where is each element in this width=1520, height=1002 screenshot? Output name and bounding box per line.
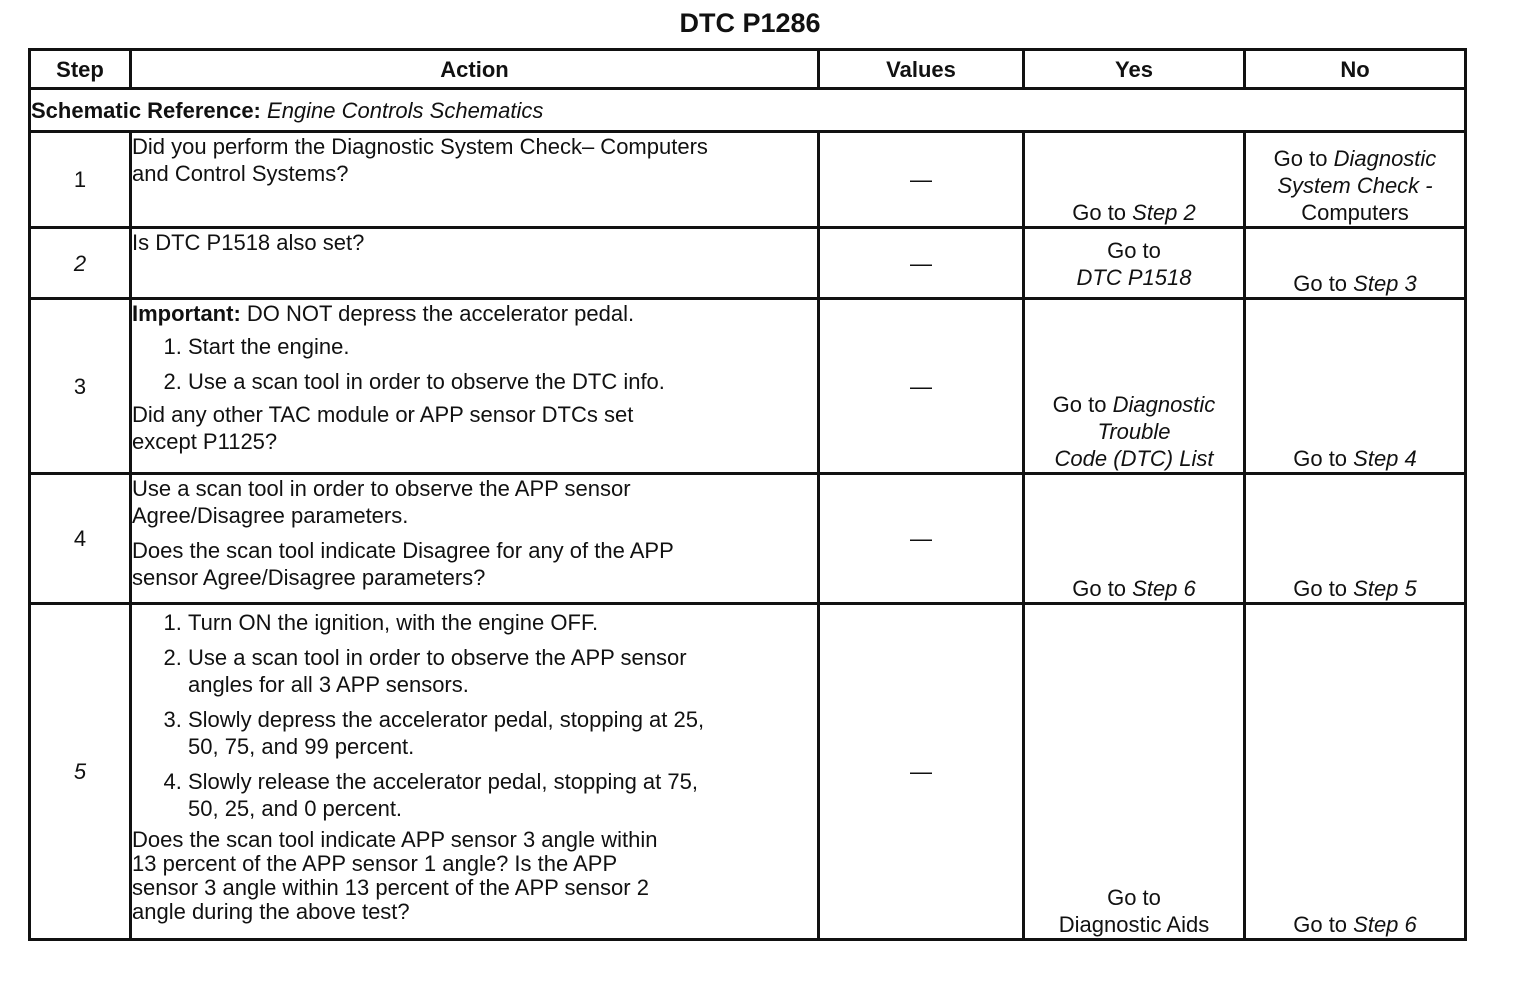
no-cell (1245, 604, 1466, 940)
no-goto-text: Go to (1293, 912, 1354, 937)
yes-goto-link: Step 2 (1132, 200, 1196, 225)
header-yes: Yes (1024, 50, 1245, 89)
action-cell (131, 132, 819, 228)
table-row-step-5 (30, 604, 1466, 940)
diagnostic-table (28, 48, 1467, 941)
yes-goto-text: Go to (1072, 576, 1133, 601)
action-step-text: 50, 75, and 99 percent. (188, 734, 415, 759)
step-number: 2 (30, 228, 131, 299)
yes-goto-link: Code (DTC) List (1054, 446, 1214, 471)
important-label: Important: (132, 301, 241, 326)
no-cell (1245, 299, 1466, 474)
action-step-item (188, 706, 817, 760)
header-action: Action (131, 50, 819, 89)
action-question: Is DTC P1518 also set? (132, 230, 365, 255)
yes-goto-text: Go to (1107, 238, 1161, 263)
table-row-step-1 (30, 132, 1466, 228)
action-steps-list (132, 333, 817, 395)
action-cell (131, 299, 819, 474)
action-question: sensor 3 angle within 13 percent of the APP sensor 2 (132, 875, 649, 900)
action-cell (131, 604, 819, 940)
action-step-text: 3. Slowly depress the accelerator pedal, stopping at 25, (188, 707, 705, 732)
yes-goto-text: Go to (1052, 392, 1113, 417)
action-step-item (188, 644, 817, 698)
action-step-text: 50, 25, and 0 percent. (188, 796, 403, 821)
no-cell (1245, 474, 1466, 604)
values-cell: — (819, 474, 1024, 604)
header-no: No (1245, 50, 1466, 89)
values-cell: — (819, 604, 1024, 940)
values-cell: — (819, 228, 1024, 299)
yes-cell (1024, 604, 1245, 940)
action-cell (131, 474, 819, 604)
yes-goto-text: Go to (1072, 200, 1133, 225)
step-number: 1 (30, 132, 131, 228)
no-cell (1245, 228, 1466, 299)
no-goto-link: Step 4 (1353, 446, 1417, 471)
action-question: Did any other TAC module or APP sensor DTCs set (132, 402, 634, 427)
no-goto-link: Computers (1301, 200, 1409, 225)
step-number: 5 (30, 604, 131, 940)
yes-goto-link: Diagnostic Aids (1058, 912, 1210, 937)
yes-cell (1024, 474, 1245, 604)
yes-cell (1024, 228, 1245, 299)
action-step-item (188, 609, 817, 636)
values-cell: — (819, 132, 1024, 228)
no-goto-link: Step 6 (1353, 912, 1417, 937)
action-steps-list (132, 609, 817, 822)
yes-goto-link: Step 6 (1132, 576, 1196, 601)
action-question: 13 percent of the APP sensor 1 angle? Is the APP (132, 851, 618, 876)
schematic-reference-label: Schematic Reference: (31, 97, 261, 123)
action-question: Does the scan tool indicate Disagree for any of the APP (132, 538, 674, 563)
schematic-reference (30, 89, 1466, 132)
action-step-item: 2. Use a scan tool in order to observe the DTC info. (188, 368, 817, 395)
no-goto-text: Go to (1293, 446, 1354, 471)
no-goto-link: Step 3 (1353, 271, 1417, 296)
no-goto-text: Go to (1293, 576, 1354, 601)
header-values: Values (819, 50, 1024, 89)
action-step-item: 1. Start the engine. (188, 333, 817, 360)
action-question: Does the scan tool indicate APP sensor 3 angle within (132, 827, 658, 852)
yes-cell (1024, 132, 1245, 228)
table-row-step-3 (30, 299, 1466, 474)
table-row-step-2 (30, 228, 1466, 299)
action-question: angle during the above test? (132, 899, 410, 924)
yes-goto-link: Trouble (1097, 419, 1171, 444)
important-text: DO NOT depress the accelerator pedal. (246, 301, 635, 326)
page-title: DTC P1286 (679, 8, 821, 38)
no-goto-link: System Check - (1277, 173, 1433, 198)
action-step-text: 2. Use a scan tool in order to observe the APP sensor (188, 645, 687, 670)
action-step-item (188, 768, 817, 822)
yes-goto-link: Diagnostic (1112, 392, 1216, 417)
action-question: and Control Systems? (132, 161, 349, 186)
header-step: Step (30, 50, 131, 89)
table-row-step-4 (30, 474, 1466, 604)
yes-goto-link: DTC P1518 (1076, 265, 1192, 290)
schematic-reference-row (30, 89, 1466, 132)
action-step-text: 1. Turn ON the ignition, with the engine OFF. (188, 610, 599, 635)
no-goto-text: Go to (1273, 146, 1334, 171)
action-step-text: 4. Slowly release the accelerator pedal, stopping at 75, (188, 769, 698, 794)
values-cell: — (819, 299, 1024, 474)
action-text: Agree/Disagree parameters. (132, 503, 409, 528)
no-goto-link: Diagnostic (1333, 146, 1437, 171)
step-number: 4 (30, 474, 131, 604)
action-step-text: angles for all 3 APP sensors. (188, 672, 469, 697)
action-text: Use a scan tool in order to observe the APP sensor (132, 476, 631, 501)
action-question: Did you perform the Diagnostic System Check– Computers (132, 134, 708, 159)
header-row (30, 50, 1466, 89)
no-goto-text: Go to (1293, 271, 1354, 296)
no-goto-link: Step 5 (1353, 576, 1417, 601)
yes-cell (1024, 299, 1245, 474)
schematic-reference-value: Engine Controls Schematics (267, 97, 544, 123)
action-question: except P1125? (132, 429, 278, 454)
yes-goto-text: Go to (1107, 885, 1161, 910)
action-question: sensor Agree/Disagree parameters? (132, 565, 486, 590)
no-cell (1245, 132, 1466, 228)
action-cell (131, 228, 819, 299)
step-number: 3 (30, 299, 131, 474)
